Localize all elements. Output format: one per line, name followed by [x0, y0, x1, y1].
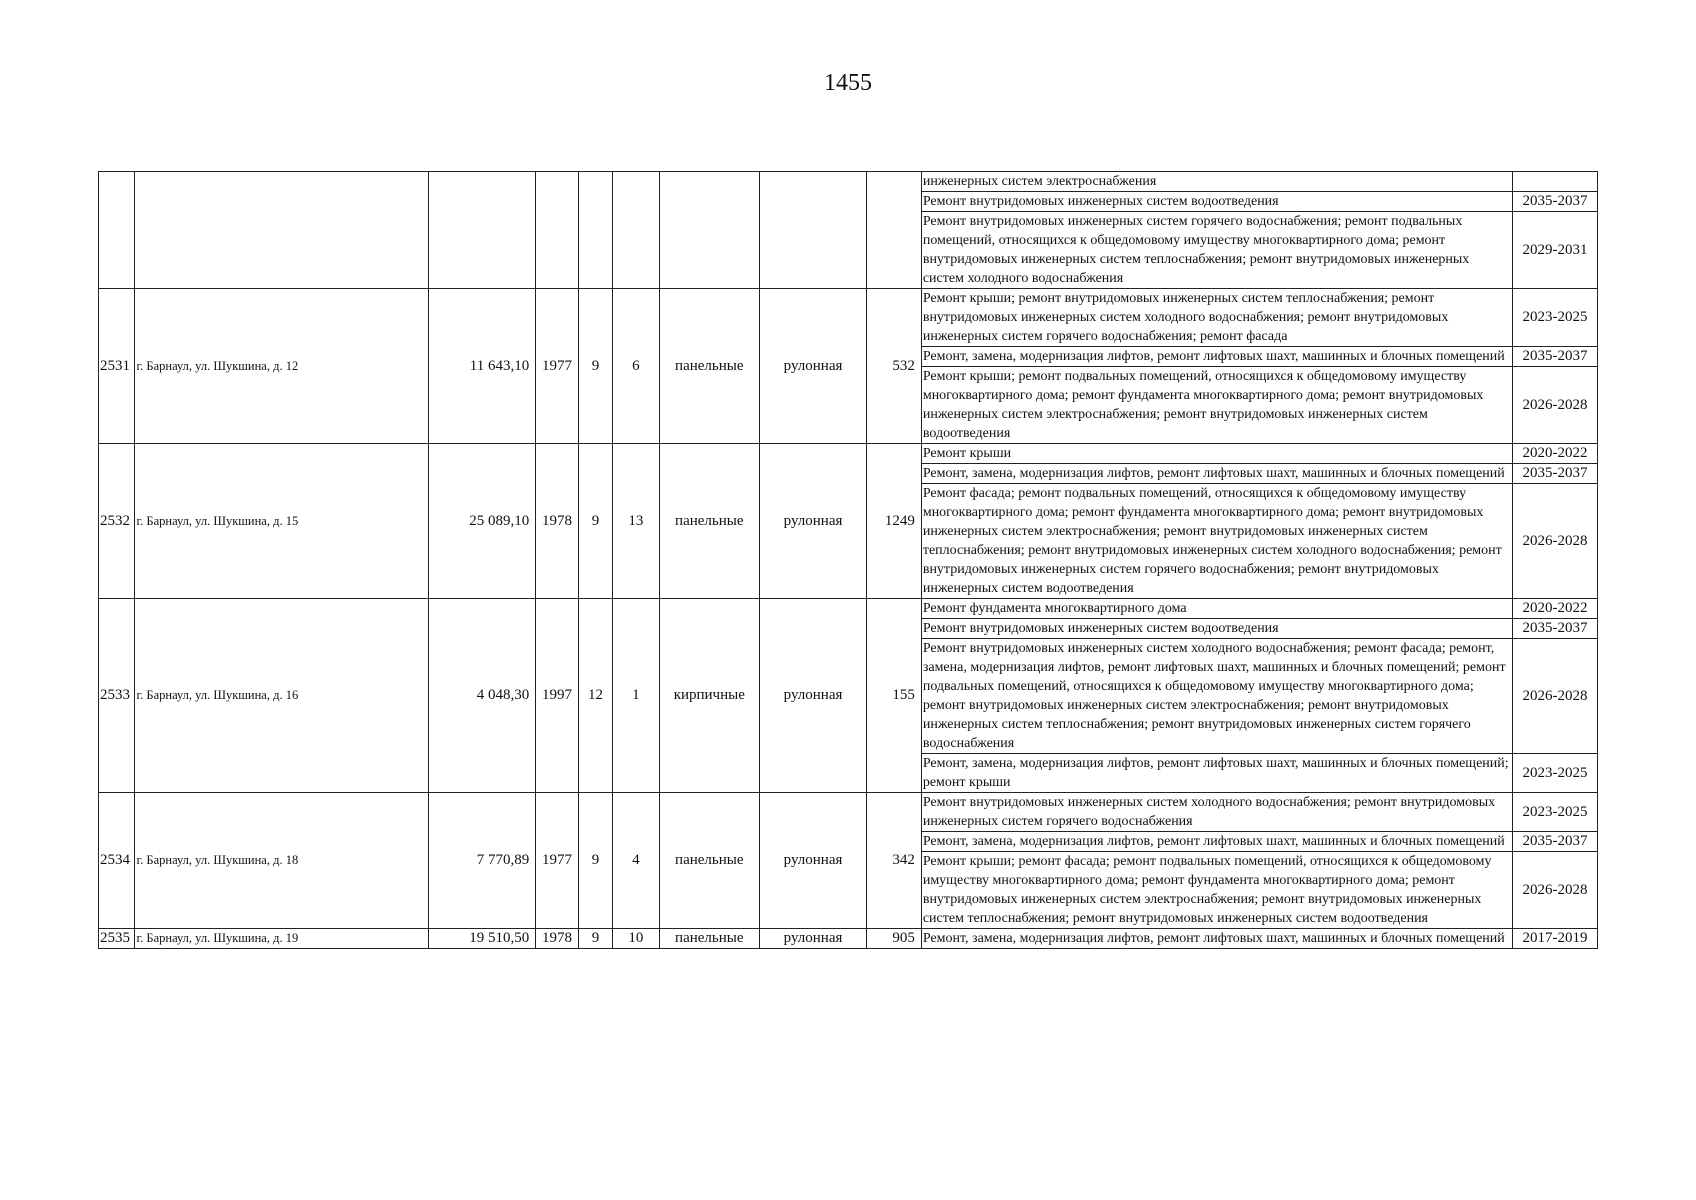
entrances-cell: 13 — [613, 444, 660, 599]
address-cell: г. Барнаул, ул. Шукшина, д. 12 — [135, 289, 429, 444]
period-cell — [1512, 172, 1597, 192]
work-description-cell: Ремонт крыши; ремонт фасада; ремонт подвальных помещений, относящихся к общедомовому имуществу многоквартирного дома; ремонт фундамента многоквартирного дома; ремонт внутридомовых инженерных систем электроснабжения; ремонт внутридомовых инженерных систем теплоснабжения; ремонт внутридомовых инженерных систем водоотведения — [921, 852, 1512, 929]
roof-type-cell: рулонная — [759, 929, 866, 949]
work-description-cell: Ремонт, замена, модернизация лифтов, ремонт лифтовых шахт, машинных и блочных помещений — [921, 464, 1512, 484]
year-cell: 1997 — [536, 599, 579, 793]
area-cell: 4 048,30 — [428, 599, 535, 793]
address-cell: г. Барнаул, ул. Шукшина, д. 15 — [135, 444, 429, 599]
period-cell: 2026-2028 — [1512, 639, 1597, 754]
page-number: 1455 — [824, 70, 872, 96]
address-cell: г. Барнаул, ул. Шукшина, д. 19 — [135, 929, 429, 949]
address-cell: г. Барнаул, ул. Шукшина, д. 18 — [135, 793, 429, 929]
row-number-cell: 2534 — [99, 793, 135, 929]
residents-cell: 155 — [867, 599, 922, 793]
entrances-cell: 10 — [613, 929, 660, 949]
residents-cell: 342 — [867, 793, 922, 929]
work-description-cell: Ремонт крыши — [921, 444, 1512, 464]
wall-material-cell: панельные — [659, 929, 759, 949]
period-cell: 2026-2028 — [1512, 852, 1597, 929]
address-cell: г. Барнаул, ул. Шукшина, д. 16 — [135, 599, 429, 793]
area-cell: 19 510,50 — [428, 929, 535, 949]
floors-cell: 9 — [578, 929, 612, 949]
table-body — [99, 172, 1598, 949]
floors-cell: 9 — [578, 289, 612, 444]
table-row — [99, 172, 1598, 192]
year-cell: 1978 — [536, 929, 579, 949]
area-cell: 25 089,10 — [428, 444, 535, 599]
floors-cell: 12 — [578, 599, 612, 793]
roof-type-cell: рулонная — [759, 444, 866, 599]
row-number-cell: 2532 — [99, 444, 135, 599]
period-cell: 2035-2037 — [1512, 464, 1597, 484]
table-row — [99, 289, 1598, 347]
floors-cell: 9 — [578, 793, 612, 929]
floors-cell — [578, 172, 612, 289]
period-cell: 2023-2025 — [1512, 754, 1597, 793]
wall-material-cell: панельные — [659, 444, 759, 599]
period-cell: 2035-2037 — [1512, 832, 1597, 852]
work-description-cell: Ремонт, замена, модернизация лифтов, ремонт лифтовых шахт, машинных и блочных помещений — [921, 929, 1512, 949]
repair-schedule-table — [98, 171, 1598, 949]
year-cell — [536, 172, 579, 289]
residents-cell: 905 — [867, 929, 922, 949]
area-cell — [428, 172, 535, 289]
row-number-cell — [99, 172, 135, 289]
roof-type-cell — [759, 172, 866, 289]
wall-material-cell: панельные — [659, 793, 759, 929]
floors-cell: 9 — [578, 444, 612, 599]
table-row — [99, 599, 1598, 619]
work-description-cell: Ремонт крыши; ремонт подвальных помещений, относящихся к общедомовому имуществу многоквартирного дома; ремонт фундамента многоквартирного дома; ремонт внутридомовых инженерных систем электроснабжения; ремонт внутридомовых инженерных систем водоотведения — [921, 367, 1512, 444]
table-row — [99, 793, 1598, 832]
period-cell: 2035-2037 — [1512, 347, 1597, 367]
work-description-cell: Ремонт внутридомовых инженерных систем холодного водоснабжения; ремонт внутридомовых инженерных систем горячего водоснабжения — [921, 793, 1512, 832]
work-description-cell: инженерных систем электроснабжения — [921, 172, 1512, 192]
address-cell — [135, 172, 429, 289]
period-cell: 2035-2037 — [1512, 619, 1597, 639]
row-number-cell: 2535 — [99, 929, 135, 949]
entrances-cell — [613, 172, 660, 289]
entrances-cell: 4 — [613, 793, 660, 929]
wall-material-cell: кирпичные — [659, 599, 759, 793]
work-description-cell: Ремонт фундамента многоквартирного дома — [921, 599, 1512, 619]
residents-cell: 532 — [867, 289, 922, 444]
period-cell: 2020-2022 — [1512, 599, 1597, 619]
table-row — [99, 444, 1598, 464]
row-number-cell: 2531 — [99, 289, 135, 444]
row-number-cell: 2533 — [99, 599, 135, 793]
period-cell: 2023-2025 — [1512, 289, 1597, 347]
table-row — [99, 929, 1598, 949]
roof-type-cell: рулонная — [759, 793, 866, 929]
entrances-cell: 1 — [613, 599, 660, 793]
work-description-cell: Ремонт внутридомовых инженерных систем холодного водоснабжения; ремонт фасада; ремонт, замена, модернизация лифтов, ремонт лифтовых шахт, машинных и блочных помещений; ремонт подвальных помещений, относящихся к общедомовому имуществу многоквартирного дома; ремонт внутридомовых инженерных систем электроснабжения; ремонт внутридомовых инженерных систем теплоснабжения; ремонт внутридомовых инженерных систем горячего водоснабжения — [921, 639, 1512, 754]
area-cell: 11 643,10 — [428, 289, 535, 444]
work-description-cell: Ремонт фасада; ремонт подвальных помещений, относящихся к общедомовому имуществу многоквартирного дома; ремонт фундамента многоквартирного дома; ремонт внутридомовых инженерных систем электроснабжения; ремонт внутридомовых инженерных систем теплоснабжения; ремонт внутридомовых инженерных систем холодного водоснабжения; ремонт внутридомовых инженерных систем горячего водоснабжения; ремонт внутридомовых инженерных систем водоотведения — [921, 484, 1512, 599]
work-description-cell: Ремонт внутридомовых инженерных систем горячего водоснабжения; ремонт подвальных помещений, относящихся к общедомовому имуществу многоквартирного дома; ремонт внутридомовых инженерных систем теплоснабжения; ремонт внутридомовых инженерных систем холодного водоснабжения — [921, 212, 1512, 289]
work-description-cell: Ремонт, замена, модернизация лифтов, ремонт лифтовых шахт, машинных и блочных помещений; ремонт крыши — [921, 754, 1512, 793]
entrances-cell: 6 — [613, 289, 660, 444]
work-description-cell: Ремонт, замена, модернизация лифтов, ремонт лифтовых шахт, машинных и блочных помещений — [921, 347, 1512, 367]
year-cell: 1977 — [536, 289, 579, 444]
area-cell: 7 770,89 — [428, 793, 535, 929]
period-cell: 2023-2025 — [1512, 793, 1597, 832]
year-cell: 1978 — [536, 444, 579, 599]
work-description-cell: Ремонт внутридомовых инженерных систем водоотведения — [921, 619, 1512, 639]
residents-cell — [867, 172, 922, 289]
work-description-cell: Ремонт, замена, модернизация лифтов, ремонт лифтовых шахт, машинных и блочных помещений — [921, 832, 1512, 852]
wall-material-cell — [659, 172, 759, 289]
wall-material-cell: панельные — [659, 289, 759, 444]
work-description-cell: Ремонт крыши; ремонт внутридомовых инженерных систем теплоснабжения; ремонт внутридомовых инженерных систем холодного водоснабжения; ремонт внутридомовых инженерных систем горячего водоснабжения; ремонт фасада — [921, 289, 1512, 347]
period-cell: 2020-2022 — [1512, 444, 1597, 464]
period-cell: 2029-2031 — [1512, 212, 1597, 289]
period-cell: 2026-2028 — [1512, 367, 1597, 444]
residents-cell: 1249 — [867, 444, 922, 599]
year-cell: 1977 — [536, 793, 579, 929]
work-description-cell: Ремонт внутридомовых инженерных систем водоотведения — [921, 192, 1512, 212]
roof-type-cell: рулонная — [759, 289, 866, 444]
period-cell: 2035-2037 — [1512, 192, 1597, 212]
roof-type-cell: рулонная — [759, 599, 866, 793]
period-cell: 2017-2019 — [1512, 929, 1597, 949]
period-cell: 2026-2028 — [1512, 484, 1597, 599]
